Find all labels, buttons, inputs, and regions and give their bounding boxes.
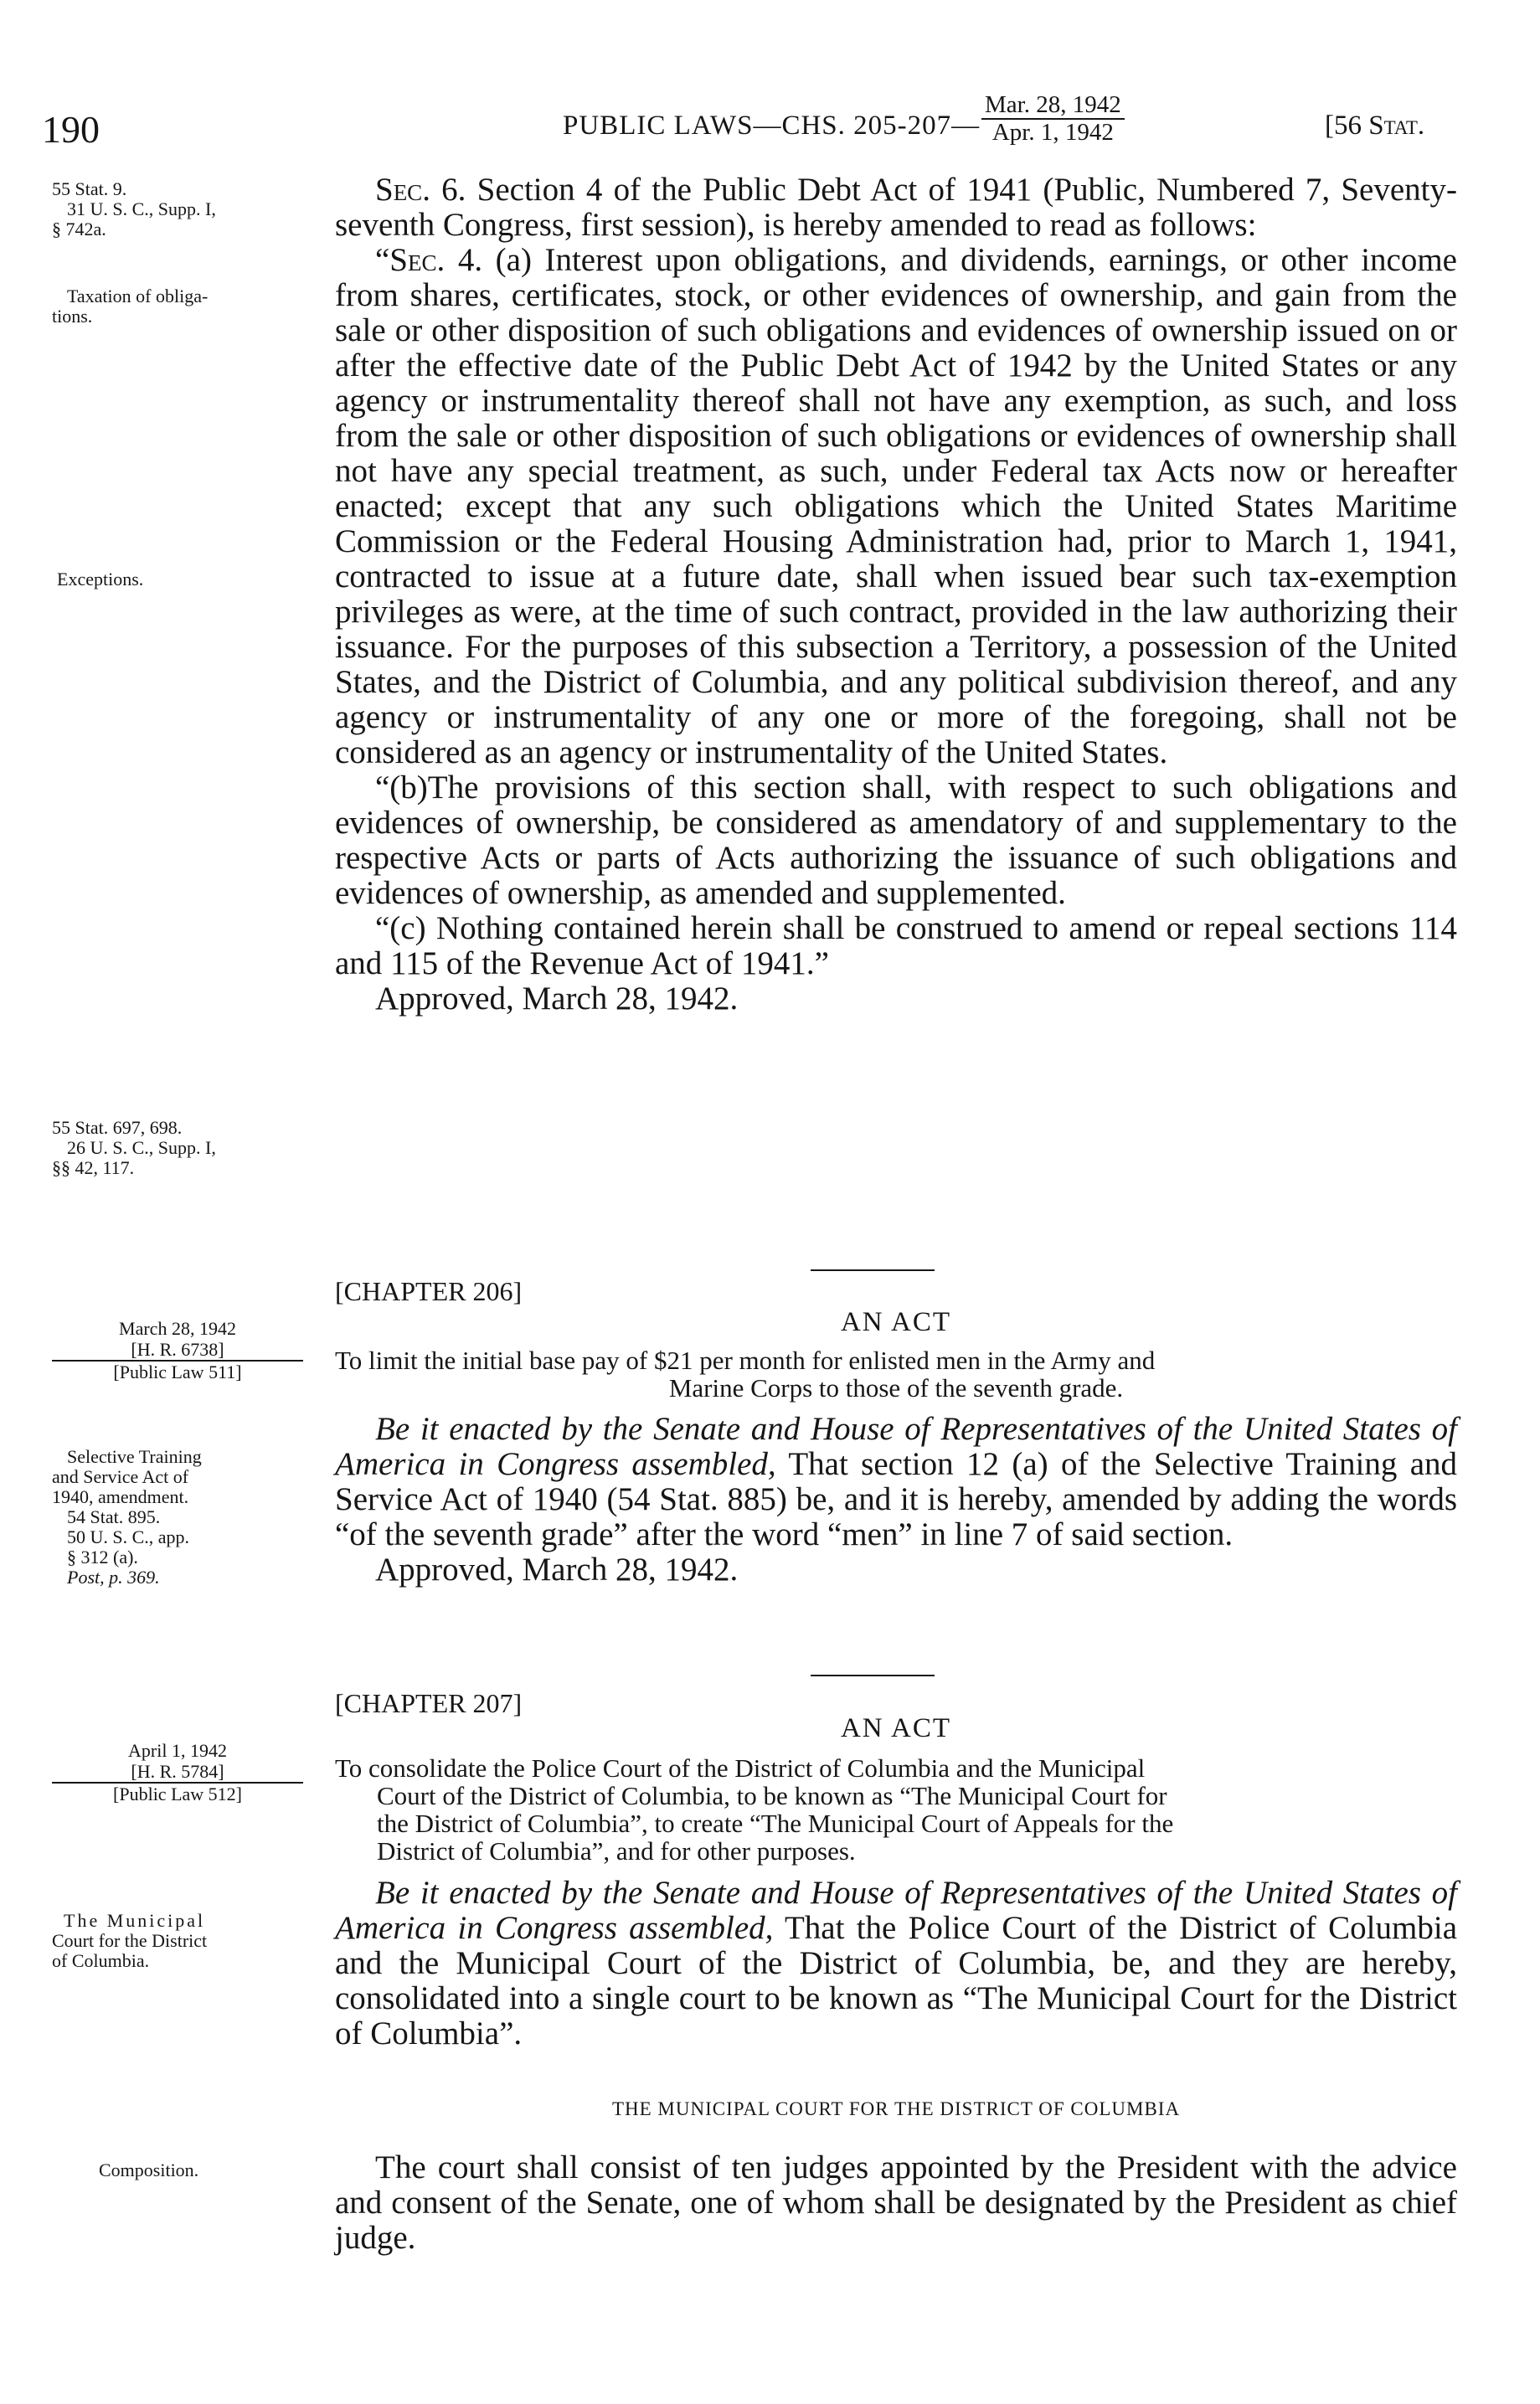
section-rule <box>811 1675 935 1676</box>
section-6 <box>335 172 1457 1017</box>
enactment-date: March 28, 1942 <box>119 1318 236 1339</box>
margin-note-line: 54 Stat. 895. <box>67 1506 161 1527</box>
margin-box-ch206 <box>52 1318 303 1382</box>
margin-note-exceptions <box>52 569 143 589</box>
chapter-206-title <box>335 1346 1457 1402</box>
composition-section <box>335 2150 1457 2256</box>
date-bottom: Apr. 1, 1942 <box>991 119 1114 146</box>
approval-line: Approved, March 28, 1942. <box>375 981 739 1017</box>
margin-box-ch207 <box>52 1740 303 1804</box>
section-heading: THE MUNICIPAL COURT FOR THE DISTRICT OF COLUMBIA <box>611 2098 1181 2119</box>
margin-note-composition <box>52 2160 198 2180</box>
running-head: PUBLIC LAWS—CHS. 205-207— <box>563 111 981 141</box>
margin-note-line: § 312 (a). <box>67 1547 138 1567</box>
margin-note-line: Selective Training <box>67 1446 202 1467</box>
section-6-intro-text: Section 4 of the Public Debt Act of 1941 (Public, Numbered 7, Seventy-seventh Congress, first session), is hereby amended to read as follows: <box>335 172 1458 243</box>
margin-note-line: of Columbia. <box>52 1950 150 1971</box>
margin-note-line: and Service Act of <box>52 1466 189 1487</box>
margin-note-line: Composition. <box>99 2159 199 2180</box>
section-rule <box>811 1269 935 1271</box>
subsection-a-text: (a) Interest upon obligations, and dividends, earnings, or other income from shares, certificates, stock, or other evidences of ownership, and gain from the sale or other disposition of such obligations and evidences of ownership issued on or after the effective date of the Public Debt Act of 1942 by the United States or any agency or instrumentality thereof shall not have any exemption, as such, and loss from the sale or other disposition of such obligations or evidences of ownership shall not have any special treatment, as such, under Federal tax Acts now or hereafter enacted; except that any such obligations which the United States Maritime Commission or the Federal Housing Administration had, prior to March 1, 1941, contracted to issue at a future date, shall when issued bear such tax-exemption privileges as were, at the time of such contract, provided in the law authorizing their issuance. For the purposes of this subsection a Territory, a possession of the United States, and the District of Columbia, and any political subdivision thereof, and any agency or instrumentality of any one or more of the foregoing, shall not be considered as an agency or instrumentality of the United States. <box>335 242 1457 770</box>
margin-note-line: Exceptions. <box>57 569 144 589</box>
act-title-line: the District of Columbia”, to create “The Municipal Court of Appeals for the <box>377 1809 1174 1838</box>
chapter-207-label: [CHAPTER 207] <box>335 1688 523 1718</box>
subsection-a <box>335 243 1457 770</box>
margin-note-taxation <box>52 286 208 327</box>
quoted-section-label: “Sec. 4. <box>375 242 483 278</box>
enacting-clause: Be it enacted by the Senate and House of Representatives of the United States of America in Congress assembled, <box>335 1875 1457 1946</box>
date-top: Mar. 28, 1942 <box>981 92 1125 120</box>
margin-note-line: 1940, amendment. <box>52 1486 189 1507</box>
page-number: 190 <box>42 108 100 151</box>
chapter-206-text <box>335 1412 1457 1552</box>
act-title-line: Court of the District of Columbia, to be known as “The Municipal Court for <box>377 1781 1167 1810</box>
enactment-date: April 1, 1942 <box>128 1740 227 1761</box>
approval-line: Approved, March 28, 1942. <box>375 1552 739 1588</box>
margin-ref-line: 26 U. S. C., Supp. I, <box>67 1137 216 1158</box>
margin-note-line: Taxation of obliga- <box>67 286 209 306</box>
margin-ref-line: § 742a. <box>52 219 106 239</box>
an-act-heading: AN ACT <box>840 1307 952 1337</box>
chapter-207-text <box>335 1876 1457 2051</box>
public-law-number: [Public Law 511] <box>113 1362 242 1382</box>
chapter-207-provision: That the Police Court of the District of Columbia and the Municipal Court of the District of Columbia, be, and they are hereby, consolidated into a single court to be known as “The Municipal Court for the District of Columbia”. <box>335 1910 1458 2051</box>
margin-ref-line: 55 Stat. 9. <box>52 178 127 199</box>
margin-note-line: 50 U. S. C., app. <box>67 1526 190 1547</box>
margin-note-selective <box>52 1447 202 1588</box>
margin-note-line: Court for the District <box>52 1930 208 1951</box>
act-title-line: Marine Corps to those of the seventh grade. <box>668 1373 1124 1403</box>
section-6-intro <box>335 172 1457 243</box>
margin-note-court <box>52 1911 207 1971</box>
bill-number: [H. R. 5784] <box>52 1761 303 1784</box>
margin-note-line: Post, p. 369. <box>67 1567 160 1588</box>
public-law-number: [Public Law 512] <box>113 1784 242 1804</box>
chapter-207-title <box>335 1754 1457 1865</box>
header-dates <box>981 92 1125 146</box>
chapter-207-body <box>335 1876 1457 2051</box>
act-title-line: To consolidate the Police Court of the District of Columbia and the Municipal <box>335 1753 1146 1783</box>
statute-volume: [56 Stat. <box>1325 111 1425 141</box>
subsection-b: “(b)The provisions of this section shall, with respect to such obligations and evidences of ownership, be considered as amendatory of and supplementary to the respective Acts or parts of Acts authorizing the issuance of such obligations and evidences of ownership, as amended and supplemented. <box>335 770 1457 911</box>
margin-ref-revenue <box>52 1118 216 1178</box>
act-title-line: District of Columbia”, and for other purposes. <box>377 1836 856 1866</box>
margin-ref-line: 31 U. S. C., Supp. I, <box>67 198 216 219</box>
act-title-line: To limit the initial base pay of $21 per month for enlisted men in the Army and <box>335 1346 1156 1375</box>
subsection-c: “(c) Nothing contained herein shall be construed to amend or repeal sections 114 and 115 of the Revenue Act of 1941.” <box>335 910 1457 981</box>
bill-number: [H. R. 6738] <box>52 1339 303 1362</box>
margin-ref-line: 55 Stat. 697, 698. <box>52 1117 183 1138</box>
enacting-clause: Be it enacted by the Senate and House of Representatives of the United States of America in Congress assembled, <box>335 1411 1457 1482</box>
margin-ref-line: §§ 42, 117. <box>52 1157 135 1178</box>
page-header <box>0 92 1540 151</box>
margin-note-line: tions. <box>52 306 93 327</box>
chapter-206-body <box>335 1412 1457 1588</box>
an-act-heading: AN ACT <box>840 1713 952 1743</box>
chapter-206-label: [CHAPTER 206] <box>335 1276 523 1306</box>
section-label: Sec. 6. <box>375 172 466 208</box>
margin-note-line: The Municipal <box>64 1910 206 1931</box>
chapter-206-provision: That section 12 (a) of the Selective Training and Service Act of 1940 (54 Stat. 885) be, and it is hereby, amended by adding the words “of the seventh grade” after the word “men” in line 7 of said section. <box>335 1446 1457 1552</box>
margin-ref-sec6 <box>52 179 216 239</box>
composition-text: The court shall consist of ten judges appointed by the President with the advice and consent of the Senate, one of whom shall be designated by the President as chief judge. <box>335 2149 1457 2256</box>
